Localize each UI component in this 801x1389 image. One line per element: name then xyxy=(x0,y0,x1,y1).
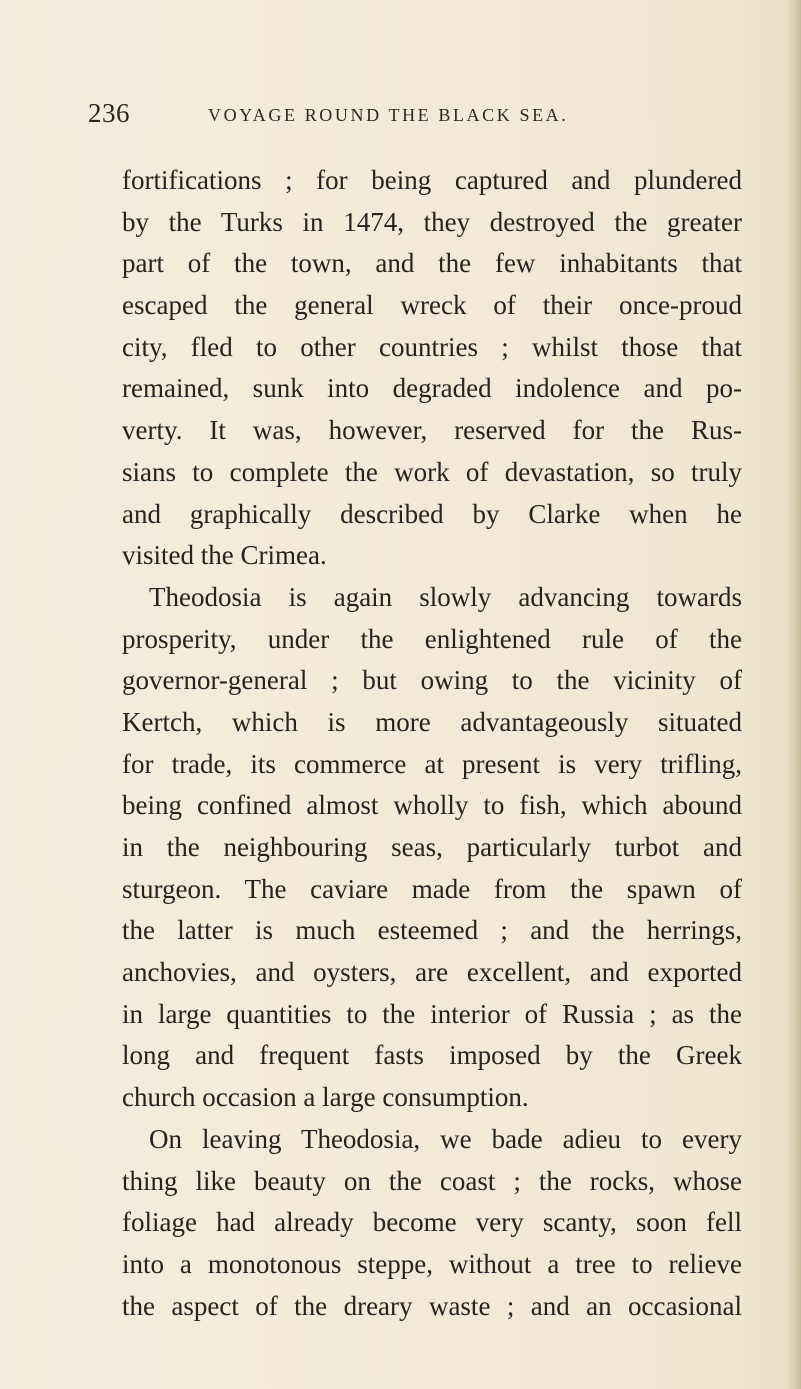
running-title: VOYAGE ROUND THE BLACK SEA. xyxy=(208,105,569,125)
text-line: and graphically described by Clarke when he xyxy=(122,498,742,529)
text-line: being confined almost wholly to fish, which abound xyxy=(122,790,742,821)
text-line: fortifications ; for being captured and plundered xyxy=(122,165,742,195)
text-line: verty. It was, however, reserved for the Rus- xyxy=(122,415,742,446)
text-line: into a monotonous steppe, without a tree to relieve xyxy=(122,1248,742,1279)
paragraph-end-line: church occasion a large consumption. xyxy=(122,1082,529,1113)
text-line: Kertch, which is more advantageously situated xyxy=(122,706,742,737)
text-line: in large quantities to the interior of Russia ; as the xyxy=(122,998,742,1029)
text-line: anchovies, and oysters, are excellent, and exported xyxy=(122,957,742,988)
text-line: thing like beauty on the coast ; the rocks, whose xyxy=(122,1165,742,1196)
text-line: part of the town, and the few inhabitants that xyxy=(122,248,742,279)
page-number: 236 xyxy=(88,98,130,128)
text-line: the latter is much esteemed ; and the herrings, xyxy=(122,915,742,946)
page-edge-shadow xyxy=(787,0,801,1389)
text-line: remained, sunk into degraded indolence and po- xyxy=(122,373,742,404)
text-line: city, fled to other countries ; whilst those that xyxy=(122,331,742,362)
text-line: by the Turks in 1474, they destroyed the greater xyxy=(122,206,742,237)
text-line: sturgeon. The caviare made from the spawn of xyxy=(122,873,742,904)
text-line: sians to complete the work of devastation, so truly xyxy=(122,456,742,487)
paragraph-start-line: Theodosia is again slowly advancing towards xyxy=(149,581,742,612)
text-line: long and frequent fasts imposed by the Greek xyxy=(122,1040,742,1071)
text-line: for trade, its commerce at present is very trifling, xyxy=(122,748,742,779)
body-text xyxy=(122,160,742,1327)
text-line: foliage had already become very scanty, soon fell xyxy=(122,1207,742,1238)
text-line: prosperity, under the enlightened rule of the xyxy=(122,623,742,654)
text-line: in the neighbouring seas, particularly turbot and xyxy=(122,832,742,862)
text-line: the aspect of the dreary waste ; and an occasional xyxy=(122,1290,742,1321)
text-line: escaped the general wreck of their once-proud xyxy=(122,290,742,321)
paragraph-end-line: visited the Crimea. xyxy=(122,540,327,571)
page-header xyxy=(88,98,748,138)
text-line: governor-general ; but owing to the vicinity of xyxy=(122,665,742,696)
paragraph-start-line: On leaving Theodosia, we bade adieu to every xyxy=(149,1123,742,1154)
